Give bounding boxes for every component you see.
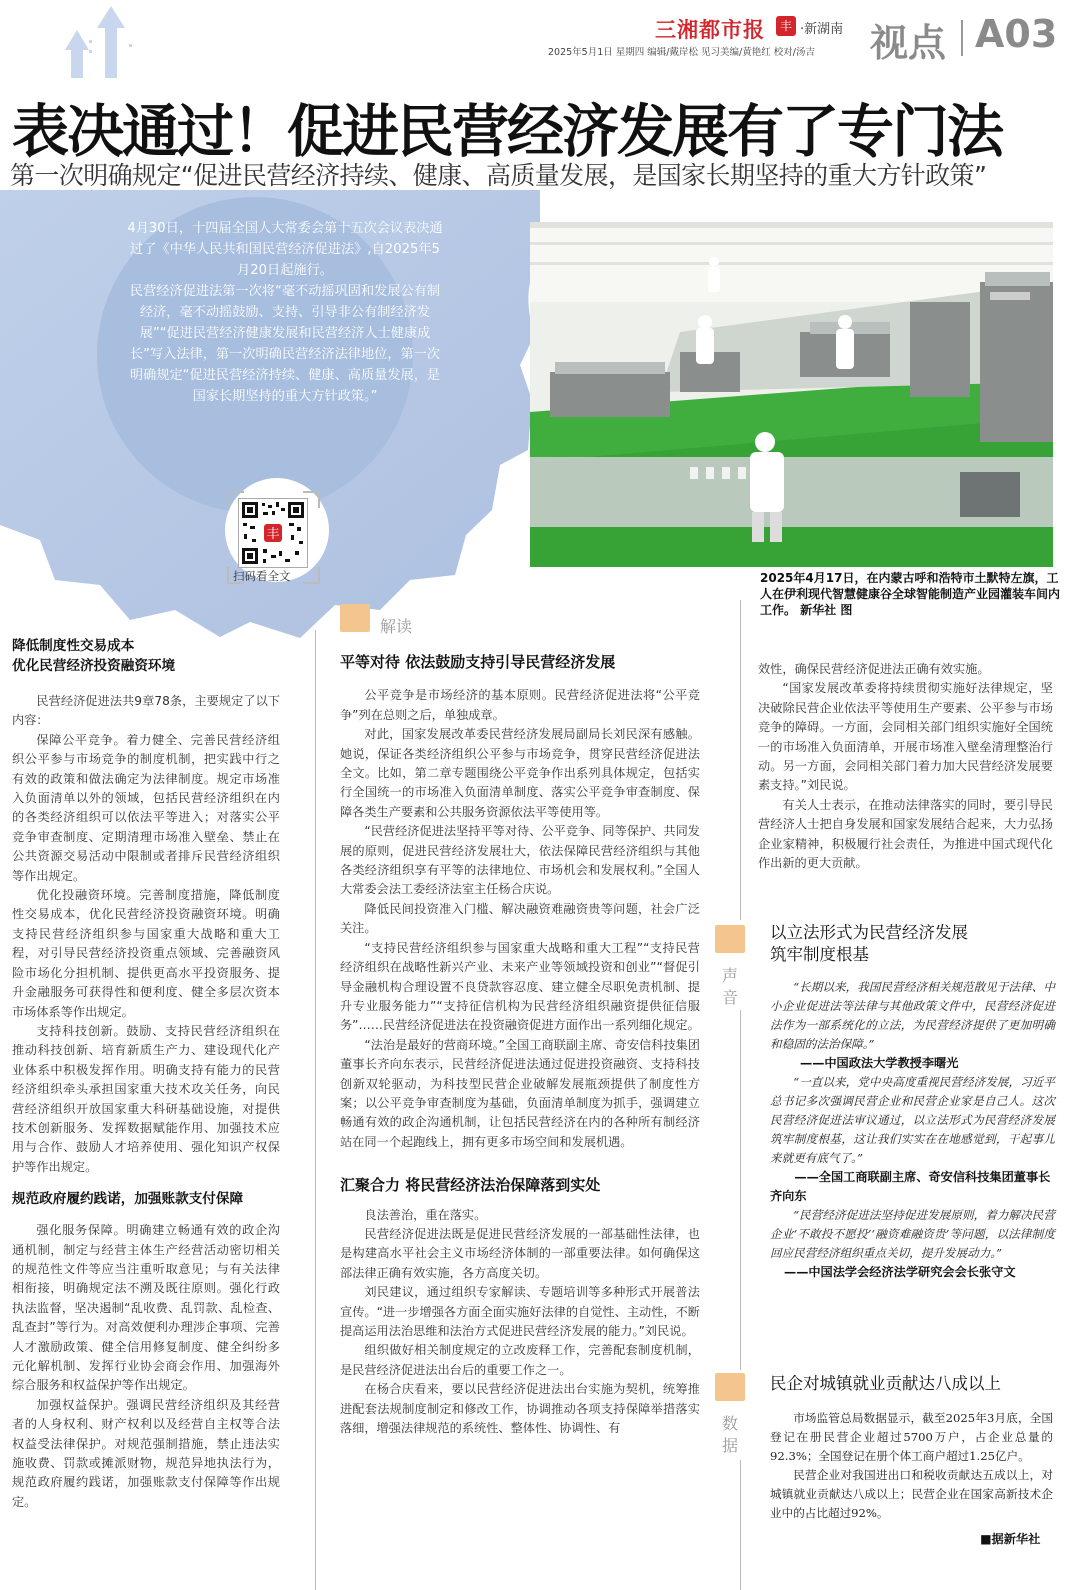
col1-paragraph: 强化服务保障。明确建立畅通有效的政企沟通机制，制定与经营主体生产经营活动密切相关的规范性文件等应当注重听取意见；与有关法律相衔接，明确规定法不溯及既往原则。强化行政执法监督，坚决遏制“乱收费、乱罚款、乱检查、乱查封”等行为。对高效便利办理涉企事项、完善人才激励政策、健全信用修复制度、健全纠纷多元化解机制、发挥行业协会商会作用、加强海外综合服务和权益保护等作出规定。 — [12, 1223, 280, 1393]
col2-paragraph: “法治是最好的营商环境。”全国工商联副主席、奇安信科技集团董事长齐向东表示，民营经济促进法通过促进投资融资、支持科技创新双轮驱动，为科技型民营企业破解发展瓶颈提供了制度性方案；以公平竞争审查制度为基础，负面清单制度为抓手，强调建立畅通有效的政企沟通机制，让包括民营经济在内的各种所有制经济站在同一个起跑线上，拥有更多市场空间和发展机遇。 — [340, 1037, 700, 1149]
news-source: ■据新华社 — [980, 1532, 1041, 1546]
qr-caption: 扫码看全文 — [233, 569, 291, 583]
col2-heading-2: 汇聚合力 将民营经济法治保障落到实处 — [340, 1176, 601, 1195]
col2-paragraph: 良法善治，重在落实。 — [364, 1207, 487, 1222]
quote-source: ——全国工商联副主席、奇安信科技集团董事长齐向东 — [770, 1170, 1051, 1203]
column-1 — [12, 636, 280, 1512]
tag-shuju — [720, 1413, 740, 1457]
voices-heading-line1: 以立法形式为民营经济发展 — [770, 923, 968, 942]
tag-jiedu: 解读 — [380, 617, 413, 636]
photo-caption: 2025年4月17日，在内蒙古呼和浩特市土默特左旗，工人在伊利现代智慧健康谷全球智能制造产业园灌装车间内工作。 新华社 图 — [760, 571, 1061, 617]
column-divider — [740, 1010, 741, 1370]
tag-marker-icon — [340, 604, 370, 632]
tag-shengyin-char: 音 — [721, 988, 738, 1007]
col1-heading-line2: 优化民营经济投资融资环境 — [12, 658, 176, 674]
col1-heading-line1: 降低制度性交易成本 — [12, 638, 135, 654]
col2-paragraph: 在杨合庆看来，要以民营经济促进法出台实施为契机，统筹推进配套法规制度制定和修改工作，协调推动各项支持保障举措落实落细，增强法律规范的系统性、整体性、协调性、有 — [340, 1382, 700, 1436]
col1-paragraph: 加强权益保护。强调民营经济组织及其经营者的人身权利、财产权利以及经营自主权等合法权益受法律保护。对规范强制措施，禁止违法实施收费、罚款或摊派财物，规范异地执法行为，规范政府履约践诺，加强账款支付保障等作出规定。 — [12, 1397, 280, 1509]
section-name: 视点 — [870, 21, 947, 65]
col2-paragraph: 组织做好相关制度规定的立改废释工作，完善配套制度机制，是民营经济促进法出台后的重要工作之一。 — [340, 1343, 700, 1377]
col1-paragraph: 支持科技创新。鼓励、支持民营经济组织在推动科技创新、培育新质生产力、建设现代化产业体系中积极发挥作用。明确支持有能力的民营经济组织牵头承担国家重大技术攻关任务，向民营经济组织开放国家重大科研基础设施，对提供技术创新服务、发挥数据赋能作用、加强技术应用与合作、鼓励人才培养使用、强化知识产权保护等作出规定。 — [12, 1023, 280, 1174]
column-divider — [740, 1460, 741, 1590]
quote-text: “长期以来，我国民营经济相关规范散见于法律、中小企业促进法等法律与其他政策文件中，民营经济促进法作为一部系统化的立法，为民营经济提供了更加明确和稳固的法治保障。” — [770, 980, 1055, 1051]
voices-heading-line2: 筑牢制度根基 — [770, 945, 869, 964]
col2-heading-1: 平等对待 依法鼓励支持引导民营经济发展 — [340, 653, 616, 671]
col1-heading-2: 规范政府履约践诺，加强账款支付保障 — [12, 1191, 244, 1208]
factory-photo — [530, 222, 1053, 567]
tag-shuju-char: 据 — [721, 1436, 738, 1455]
col3-paragraph: “国家发展改革委将持续贯彻实施好法律规定，坚决破除民营企业依法平等使用生产要素、公平参与市场竞争的障碍。一方面，会同相关部门组织实施好全国统一的市场准入负面清单，开展市场准入壁垒清理整治行动。另一方面，会同相关部门着力加大民营经济发展要素支持。”刘民说。 — [758, 681, 1053, 793]
column-divider — [740, 600, 741, 920]
app-name: ·新湖南 — [800, 22, 844, 37]
tag-shengyin — [720, 965, 740, 1009]
col2-paragraph: “民营经济促进法坚持平等对待、公平竞争、同等保护、共同发展的原则，促进民营经济发展壮大，依法保障民营经济组织与其他各类经济组织享有平等的法律地位、市场机会和发展权利。”全国人大常委会法工委经济法室主任杨合庆说。 — [340, 824, 700, 897]
col2-paragraph: 刘民建议，通过组织专家解读、专题培训等多种形式开展普法宣传。“进一步增强各方面全面实施好法律的自觉性、主动性，不断提高运用法治思维和法治方式促进民营经济发展的能力。”刘民说。 — [340, 1285, 700, 1338]
col1-paragraph: 民营经济促进法共9章78条，主要规定了以下内容： — [12, 694, 280, 728]
column-2 — [340, 653, 700, 1438]
column-divider — [315, 630, 316, 1590]
intro-paragraph: 民营经济促进法第一次将“毫不动摇巩固和发展公有制经济，毫不动摇鼓励、支持、引导非公有制经济发展”“促进民营经济健康发展和民营经济人士健康成长”写入法律，第一次明确民营经济法律地位，第一次明确规定“促进民营经济持续、健康、高质量发展，是国家长期坚持的重大方针政策。” — [129, 284, 441, 404]
quote-source: ——中国政法大学教授李曙光 — [800, 1056, 959, 1070]
headline: 表决通过！促进民营经济发展有了专门法 — [12, 99, 1002, 165]
quote-text: “一直以来，党中央高度重视民营经济发展，习近平总书记多次强调民营企业和民营企业家是自己人。这次民营经济促进法审议通过，以立法形式为民营经济发展筑牢制度根基，这让我们实实在在地感觉到，干起事儿来就更有底气了。” — [770, 1075, 1055, 1165]
arrows-decoration-icon — [55, 0, 145, 80]
newspaper-name: 三湘都市报 — [655, 18, 765, 42]
qr-code-icon[interactable] — [238, 498, 308, 568]
tag-shengyin-char: 声 — [721, 966, 738, 985]
col2-paragraph: 对此，国家发展改革委民营经济发展局副局长刘民深有感触。她说，保证各类经济组织公平参与市场竞争，贯穿民营经济促进法全文。比如，第二章专题围绕公平竞争作出系列具体规定，包括实行全国统一的市场准入负面清单制度、落实公平竞争审查制度、保障各类生产要素和公共服务资源依法平等使用等。 — [340, 727, 700, 819]
tag-shuju-char: 数 — [721, 1414, 738, 1433]
col1-paragraph: 优化投融资环境。完善制度措施，降低制度性交易成本，优化民营经济投资融资环境。明确支持民营经济组织参与国家重大战略和重大工程，对引导民营经济投资重点领域、完善融资风险市场化分担机制、提供更高水平投资服务、提升金融服务可获得性和便利度、健全多层次资本市场体系等作出规定。 — [12, 888, 280, 1019]
data-heading: 民企对城镇就业贡献达八成以上 — [770, 1374, 1001, 1393]
data-section — [770, 1373, 1053, 1523]
intro-text — [125, 218, 445, 407]
col1-paragraph: 保障公平竞争。着力健全、完善民营经济组织公平参与市场竞争的制度机制，把实践中行之有效的政策和做法确定为法律制度。规定市场准入负面清单以外的领域，包括民营经济组织在内的各类经济组织可以依法平等进入；对落实公平竞争审查制度、定期清理市场准入壁垒、禁止在公共资源交易活动中限制或者排斥民营经济组织等作出规定。 — [12, 732, 280, 883]
col2-paragraph: 民营经济促进法既是促进民营经济发展的一部基础性法律，也是构建高水平社会主义市场经济体制的一部重要法律。如何确保这部法律正确有效实施，各方高度关切。 — [340, 1226, 700, 1280]
col2-paragraph: 公平竞争是市场经济的基本原则。民营经济促进法将“公平竞争”列在总则之后，单独成章。 — [340, 688, 700, 722]
data-paragraph: 市场监管总局数据显示，截至2025年3月底，全国登记在册民营企业超过5700万户，占企业总量的92.3%；全国登记在册个体工商户超过1.25亿户。 — [770, 1411, 1053, 1463]
quote-text: “民营经济促进法坚持促进发展原则，着力解决民营企业‘不敢投不愿投’‘融资难融资贵’等问题，以法律制度回应民营经济组织重点关切，提升发展动力。” — [770, 1208, 1055, 1260]
voices-section — [770, 922, 1055, 1282]
col3-paragraph: 有关人士表示，在推动法律落实的同时，要引导民营经济人士把自身发展和国家发展结合起来，大力弘扬企业家精神，积极履行社会责任，为推进中国式现代化作出新的更大贡献。 — [758, 797, 1053, 871]
qr-logo-glyph: 丰 — [266, 527, 280, 542]
column-3 — [758, 660, 1053, 873]
quote-source: ——中国法学会经济法学研究会会长张守文 — [784, 1265, 1016, 1279]
subheadline: 第一次明确规定“促进民营经济持续、健康、高质量发展，是国家长期坚持的重大方针政策” — [10, 161, 987, 190]
col2-paragraph: 降低民间投资准入门槛、解决融资难融资贵等问题，社会广泛关注。 — [340, 901, 700, 936]
page-number: A03 — [975, 12, 1058, 56]
intro-paragraph: 4月30日，十四届全国人大常委会第十五次会议表决通过了《中华人民共和国民营经济促进法》,自2025年5月20日起施行。 — [127, 221, 443, 278]
dateline: 2025年5月1日 星期四 编辑/戴岸松 见习美编/黄艳红 校对/汤吉 — [548, 47, 815, 58]
tag-marker-icon — [715, 1373, 745, 1401]
col3-paragraph: 效性，确保民营经济促进法正确有效实施。 — [758, 662, 990, 676]
col2-paragraph: “支持民营经济组织参与国家重大战略和重大工程”“支持民营经济组织在战略性新兴产业、未来产业等领域投资和创业”“督促引导金融机构合理设置不良贷款容忍度、建立健全尽职免责机制、提升专业服务能力”“支持征信机构为民营经济组织融资提供征信服务”……民营经济促进法在投资融资促进方面作出一系列细化规定。 — [340, 940, 700, 1033]
tag-marker-icon — [715, 925, 745, 953]
app-logo-icon: 丰 — [776, 16, 796, 36]
data-paragraph: 民营企业对我国进出口和税收贡献达五成以上，对城镇就业贡献达八成以上；民营企业在国家高新技术企业中的占比超过92%。 — [770, 1468, 1053, 1520]
header-divider — [961, 20, 963, 56]
